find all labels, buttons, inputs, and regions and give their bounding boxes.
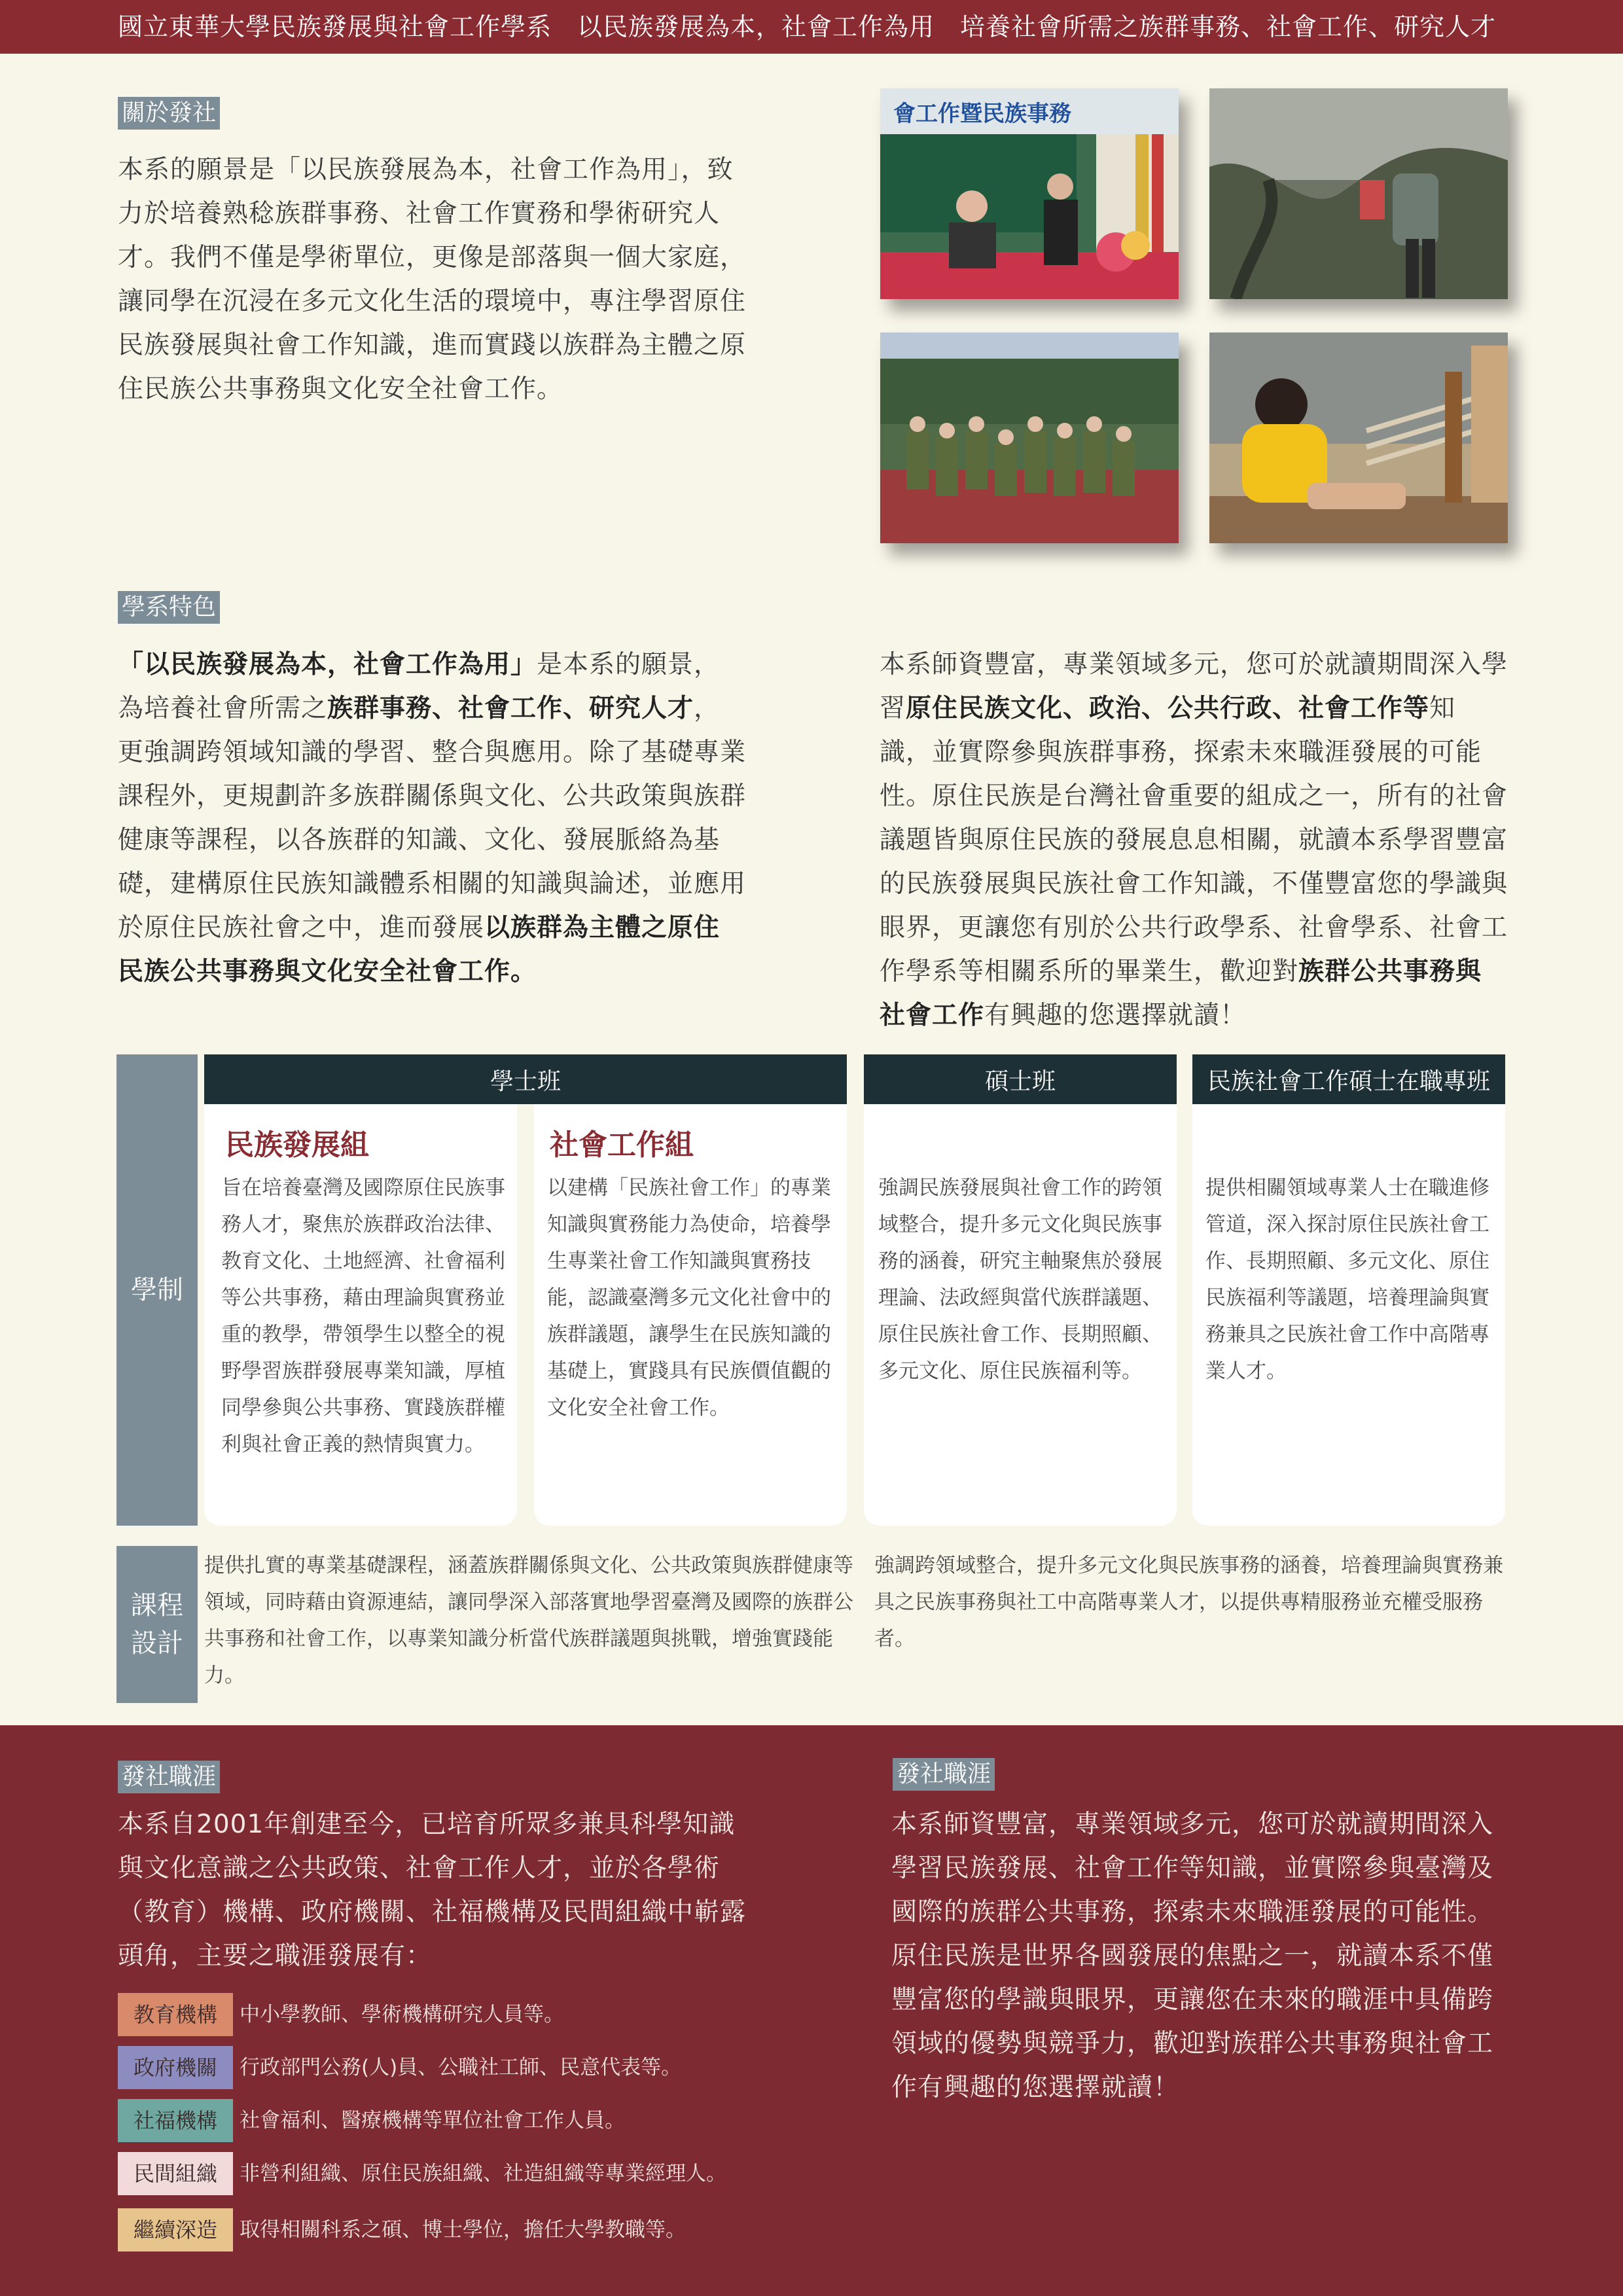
card-ethnic-development: [204, 1104, 517, 1526]
career-tag: 政府機關: [118, 2046, 233, 2089]
career-desc: 行政部門公務(人)員、公職社工師、民意代表等。: [240, 2056, 682, 2079]
top-banner: [0, 0, 1623, 54]
photo-seminar: [880, 88, 1179, 299]
card-social-work: [534, 1104, 847, 1526]
about-body: 本系的願景是「以民族發展為本，社會工作為用」，致力於培養熟稔族群事務、社會工作實務和學術研究人才。我們不僅是學術單位，更像是部落與一個大家庭，讓同學在沉浸在多元文化生活的環境中，專注學習原住民族發展與社會工作知識，進而實踐以族群為主體之原住民族公共事務與文化安全社會工作。: [118, 155, 747, 404]
career-desc: 非營利組織、原住民族組織、社造組織等專業經理人。: [240, 2162, 726, 2185]
career-item-education: [118, 1993, 838, 2036]
career-tag: 民間組織: [118, 2152, 233, 2195]
career-desc: 中小學教師、學術機構研究人員等。: [240, 2003, 564, 2026]
banner-text: 國立東華大學民族發展與社會工作學系 以民族發展為本，社會工作為用 培養社會所需之族群事務、社會工作、研究人才: [118, 12, 1497, 41]
vision-quote: 「以民族發展為本，社會工作為用」: [118, 650, 537, 679]
career-item-welfare: [118, 2099, 838, 2142]
master-header: 碩士班: [864, 1054, 1177, 1104]
careers-tag-left: 發社職涯: [118, 1761, 220, 1793]
career-item-government: [118, 2046, 838, 2089]
photo-weaving: [1209, 332, 1508, 543]
course-left-text: 提供扎實的專業基礎課程，涵蓋族群關係與文化、公共政策與族群健康等領域，同時藉由資源連結，讓同學深入部落實地學習臺灣及國際的族群公共事務和社會工作，以專業知識分析當代族群議題與挑戰，增強實踐能力。: [204, 1554, 853, 1687]
master-text: 強調民族發展與社會工作的跨領域整合，提升多元文化與民族事務的涵養，研究主軸聚焦於發展理論、法政經與當代族群議題、原住民族社會工作、長期照顧、多元文化、原住民族福利等。: [878, 1176, 1162, 1383]
photo-group: [880, 332, 1179, 543]
group2-title: 社會工作組: [550, 1128, 694, 1162]
seminar-banner-text: 會工作暨民族事務: [893, 101, 1071, 127]
group1-text: 旨在培養臺灣及國際原住民族事務人才，聚焦於族群政治法律、教育文化、土地經濟、社會福利等公共事務，藉由理論與實務並重的教學，帶領學生以整全的視野學習族群發展專業知識，厚植同學參與公共事務、實踐族群權利與社會正義的熱情與實力。: [221, 1176, 505, 1456]
card-master: [864, 1104, 1177, 1526]
photo-hiking: [1209, 88, 1508, 299]
group2-text: 以建構「民族社會工作」的專業知識與實務能力為使命，培養學生專業社會工作知識與實務技能，認識臺灣多元文化社會中的族群議題，讓學生在民族知識的基礎上，實踐具有民族價值觀的文化安全社會工作。: [547, 1176, 831, 1420]
career-desc: 社會福利、醫療機構等單位社會工作人員。: [240, 2109, 625, 2132]
card-inservice: [1192, 1104, 1505, 1526]
career-item-ngo: [118, 2152, 838, 2195]
career-tag: 繼續深造: [118, 2208, 233, 2251]
programs-side-label: 學制: [116, 1054, 198, 1526]
group1-title: 民族發展組: [225, 1128, 369, 1162]
career-tag: 社福機構: [118, 2099, 233, 2142]
features-tag: 學系特色: [118, 591, 220, 624]
inservice-text: 提供相關領域專業人士在職進修管道，深入探討原住民族社會工作、長期照顧、多元文化、原住民族福利等議題，培養理論與實務兼具之民族社會工作中高階專業人才。: [1205, 1176, 1489, 1383]
careers-tag-right: 發社職涯: [893, 1758, 995, 1791]
about-tag: 關於發社: [118, 97, 220, 130]
features-right-body: 本系師資豐富，專業領域多元，您可於就讀期間深入學習原住民族文化、政治、公共行政、社會工作等知識，並實際參與族群事務，探索未來職涯發展的可能性。原住民族是台灣社會重要的組成之一，所有的社會議題皆與原住民族的發展息息相關，就讀本系學習豐富的民族發展與民族社會工作知識，不僅豐富您的學識與眼界，更讓您有別於公共行政學系、社會學系、社會工作學系等相關系所的畢業生，歡迎對族群公共事務與社會工作有興趣的您選擇就讀！: [880, 650, 1508, 1030]
career-tag: 教育機構: [118, 1993, 233, 2036]
bachelor-header: 學士班: [204, 1054, 847, 1104]
careers-intro: 本系自2001年創建至今，已培育所眾多兼具科學知識與文化意識之公共政策、社會工作人才，並於各學術（教育）機構、政府機關、社福機構及民間組織中嶄露頭角，主要之職涯發展有：: [118, 1810, 747, 1971]
career-item-further-study: [118, 2208, 838, 2251]
course-right-text: 強調跨領域整合，提升多元文化與民族事務的涵養，培養理論與實務兼具之民族事務與社工中高階專業人才，以提供專精服務並充權受服務者。: [874, 1554, 1503, 1651]
features-left-body: 「以民族發展為本，社會工作為用」是本系的願景，為培養社會所需之族群事務、社會工作、研究人才，更強調跨領域知識的學習、整合與應用。除了基礎專業課程外，更規劃許多族群關係與文化、公共政策與族群健康等課程，以各族群的知識、文化、發展脈絡為基礎，建構原住民族知識體系相關的知識與論述，並應用於原住民族社會之中，進而發展以族群為主體之原住民族公共事務與文化安全社會工作。: [118, 650, 747, 986]
career-desc: 取得相關科系之碩、博士學位，擔任大學教職等。: [240, 2218, 686, 2242]
careers-right-text: 本系師資豐富，專業領域多元，您可於就讀期間深入學習民族發展、社會工作等知識，並實際參與臺灣及國際的族群公共事務，探索未來職涯發展的可能性。原住民族是世界各國發展的焦點之一，就讀本系不僅豐富您的學識與眼界，更讓您在未來的職涯中具備跨領域的優勢與競爭力，歡迎對族群公共事務與社會工作有興趣的您選擇就讀！: [891, 1810, 1494, 2102]
course-side-label: 課程 設計: [116, 1546, 198, 1703]
inservice-header: 民族社會工作碩士在職專班: [1192, 1054, 1505, 1104]
